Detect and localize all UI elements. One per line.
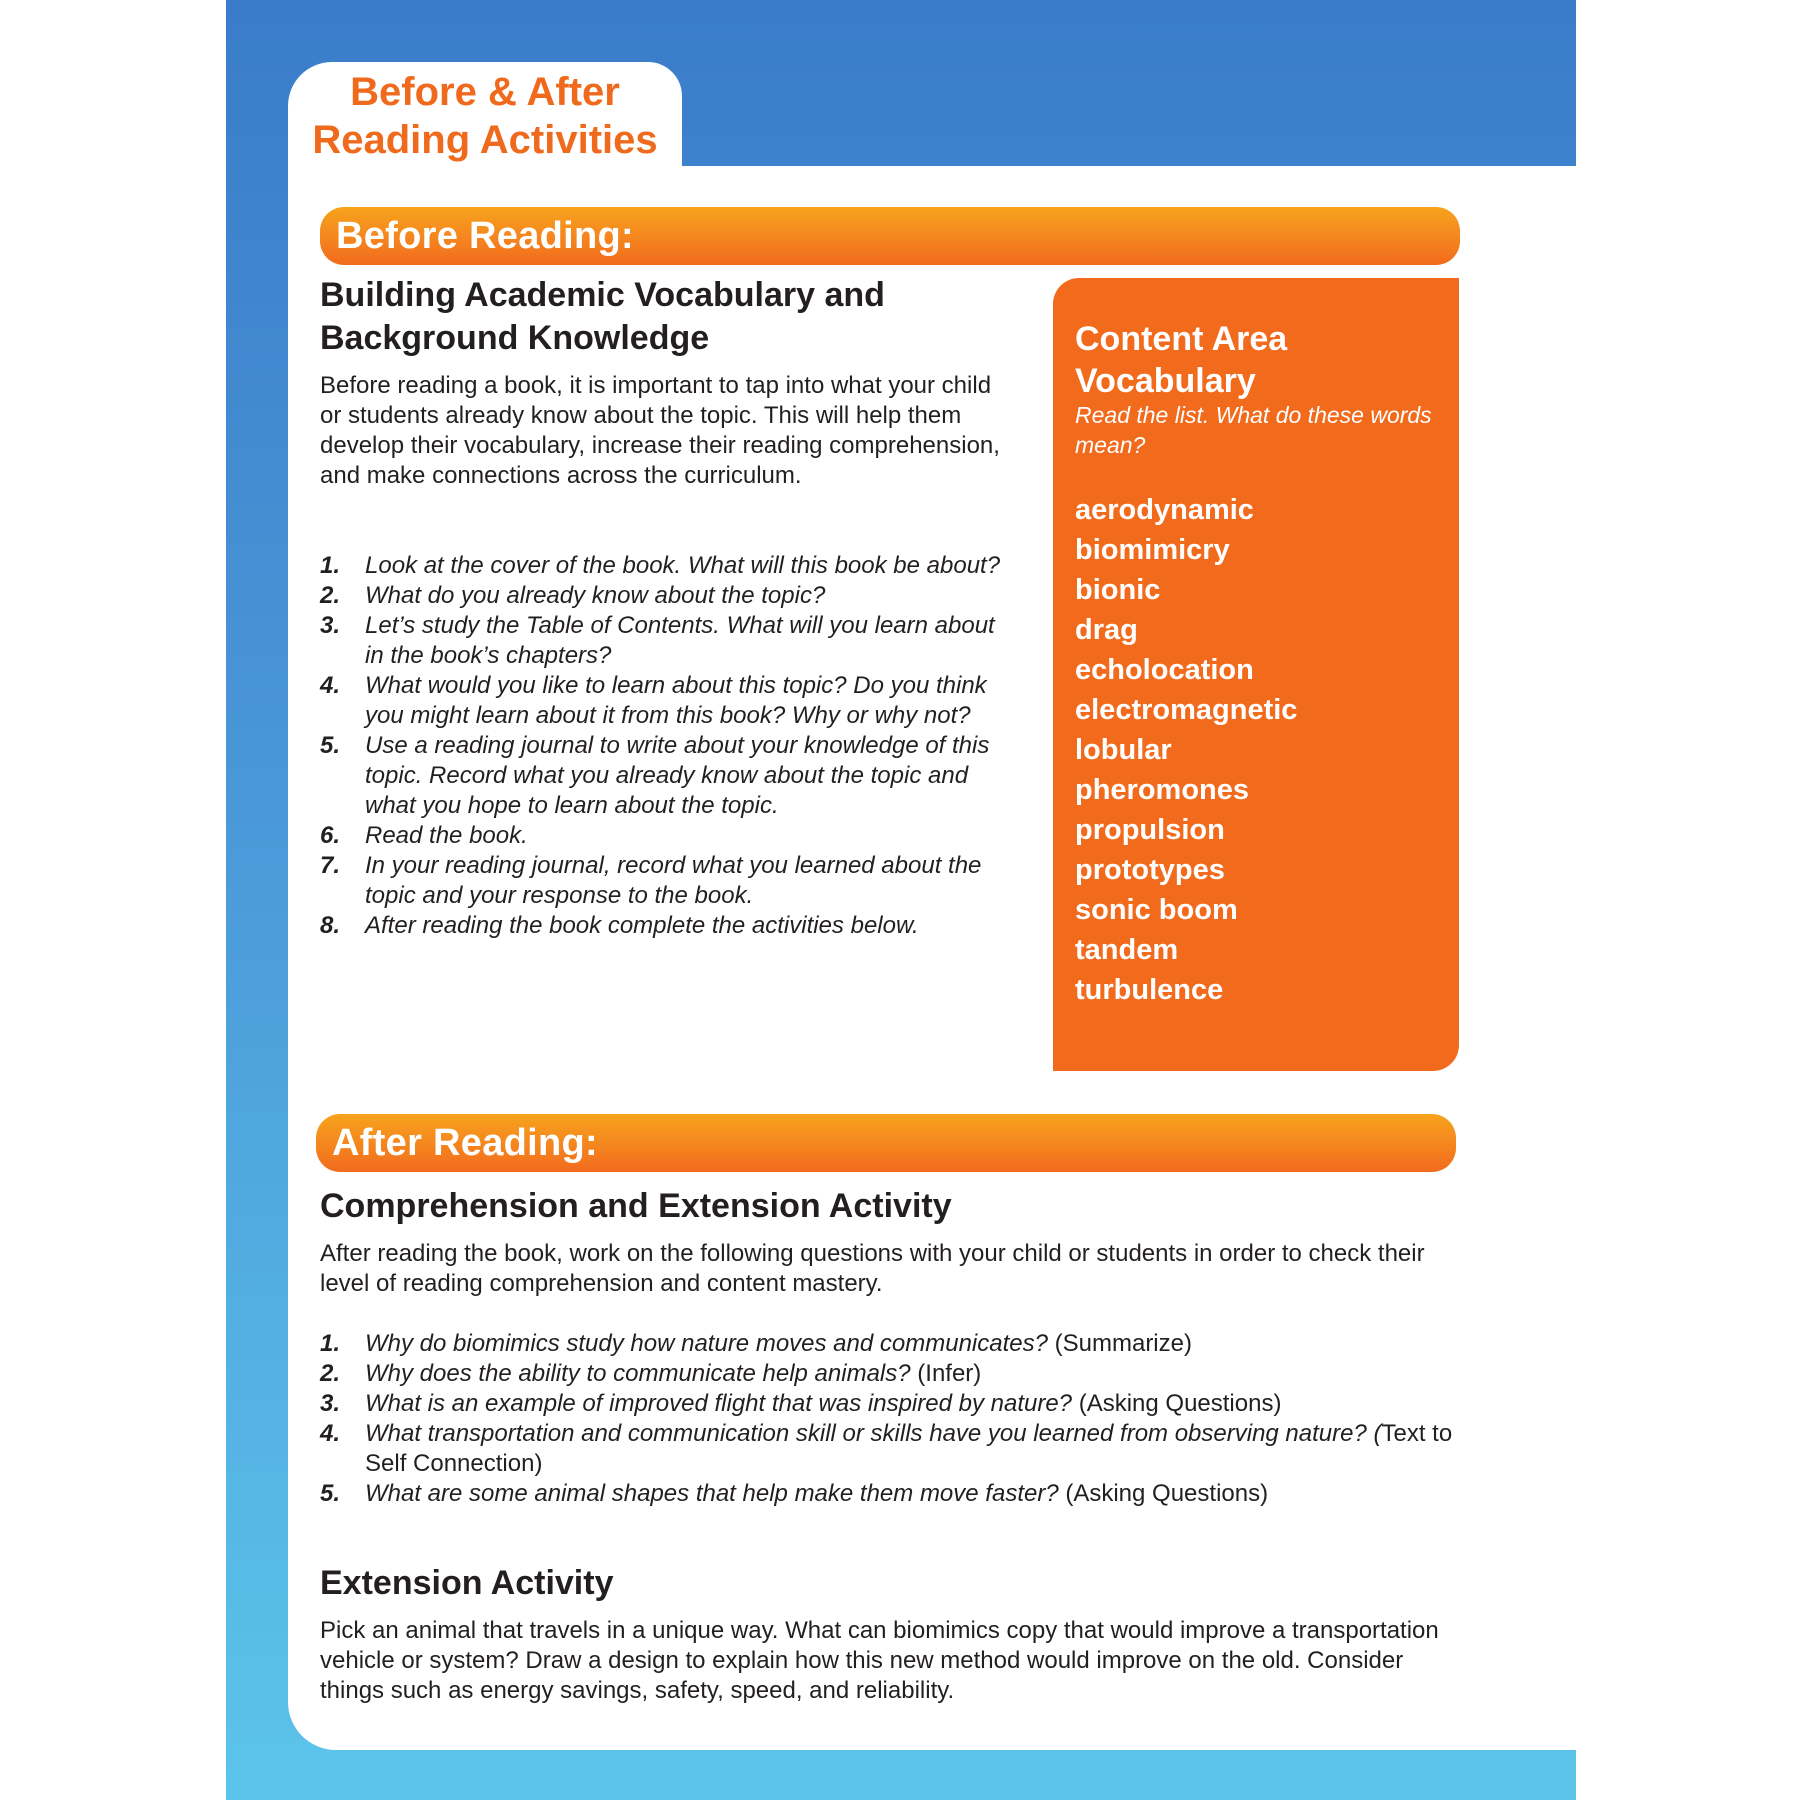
question-skill: (Infer) bbox=[910, 1360, 982, 1387]
before-step-item bbox=[320, 581, 1020, 611]
vocabulary-word: turbulence bbox=[1075, 974, 1224, 1006]
page-title-line-1: Before & After bbox=[350, 70, 620, 114]
before-step-item bbox=[320, 551, 1020, 581]
step-text: In your reading journal, record what you learned about the topic and your response to the book. bbox=[365, 852, 982, 909]
vocabulary-word: drag bbox=[1075, 614, 1138, 646]
question-number: 2. bbox=[320, 1360, 341, 1387]
step-number: 1. bbox=[320, 552, 341, 579]
vocabulary-word-list bbox=[1075, 490, 1297, 1010]
vocabulary-title-line-2: Vocabulary bbox=[1075, 362, 1256, 400]
question-number: 4. bbox=[320, 1420, 341, 1447]
before-step-item bbox=[320, 851, 1020, 911]
before-intro: Before reading a book, it is important to tap into what your child or students already know about the topic. This will help them develop their vocabulary, increase their reading comprehension, and make connections across the curriculum. bbox=[320, 372, 1000, 489]
before-reading-label: Before Reading: bbox=[336, 215, 634, 257]
step-text: After reading the book complete the activities below. bbox=[365, 912, 919, 939]
extension-text: Pick an animal that travels in a unique way. What can biomimics copy that would improve a transportation vehicle or system? Draw a design to explain how this new method would improve on the old. Consider things such as energy savings, safety, speed, and reliability. bbox=[320, 1617, 1439, 1704]
question-text: What are some animal shapes that help make them move faster? bbox=[365, 1480, 1059, 1507]
extension-heading: Extension Activity bbox=[320, 1564, 614, 1602]
after-question-item bbox=[320, 1389, 1460, 1419]
question-text: Why does the ability to communicate help animals? bbox=[365, 1360, 911, 1387]
before-steps-list bbox=[320, 551, 1020, 941]
step-text: What do you already know about the topic? bbox=[365, 582, 826, 609]
question-skill: (Summarize) bbox=[1047, 1330, 1192, 1357]
step-number: 7. bbox=[320, 852, 341, 879]
step-number: 4. bbox=[320, 672, 341, 699]
question-skill: Text to Self Connection) bbox=[365, 1420, 1453, 1477]
after-question-item bbox=[320, 1329, 1460, 1359]
after-heading: Comprehension and Extension Activity bbox=[320, 1187, 952, 1225]
vocabulary-word: bionic bbox=[1075, 574, 1161, 606]
after-question-item bbox=[320, 1419, 1460, 1479]
page-background bbox=[226, 0, 1576, 1800]
step-text: Read the book. bbox=[365, 822, 528, 849]
step-text: Let’s study the Table of Contents. What will you learn about in the book’s chapters? bbox=[365, 612, 995, 669]
question-skill: (Asking Questions) bbox=[1058, 1480, 1269, 1507]
vocabulary-box bbox=[1053, 278, 1459, 1071]
question-text: Why do biomimics study how nature moves and communicates? bbox=[365, 1330, 1048, 1357]
before-step-item bbox=[320, 821, 1020, 851]
vocabulary-word: propulsion bbox=[1075, 814, 1225, 846]
page-title-line-2: Reading Activities bbox=[312, 118, 658, 162]
before-step-item bbox=[320, 911, 1020, 941]
after-question-item bbox=[320, 1359, 1460, 1389]
question-text: What is an example of improved flight that was inspired by nature? bbox=[365, 1390, 1073, 1417]
vocabulary-word: prototypes bbox=[1075, 854, 1225, 886]
before-step-item bbox=[320, 671, 1020, 731]
vocabulary-title-line-1: Content Area bbox=[1075, 320, 1288, 358]
after-reading-label: After Reading: bbox=[332, 1122, 598, 1164]
vocabulary-word: lobular bbox=[1075, 734, 1172, 766]
step-number: 8. bbox=[320, 912, 341, 939]
question-number: 3. bbox=[320, 1390, 341, 1417]
before-step-item bbox=[320, 731, 1020, 821]
step-number: 5. bbox=[320, 732, 341, 759]
before-step-item bbox=[320, 611, 1020, 671]
before-heading-line-2: Background Knowledge bbox=[320, 319, 710, 357]
vocabulary-title bbox=[1075, 318, 1287, 402]
after-questions-list bbox=[320, 1329, 1460, 1509]
after-intro: After reading the book, work on the following questions with your child or students in order to check their level of reading comprehension and content mastery. bbox=[320, 1240, 1425, 1297]
before-heading-line-1: Building Academic Vocabulary and bbox=[320, 276, 885, 314]
question-text: What transportation and communication skill or skills have you learned from observing nature? ( bbox=[365, 1420, 1382, 1447]
after-reading-banner bbox=[316, 1114, 1456, 1172]
before-heading bbox=[320, 274, 1040, 360]
step-number: 6. bbox=[320, 822, 341, 849]
step-number: 2. bbox=[320, 582, 341, 609]
vocabulary-subtitle: Read the list. What do these words mean? bbox=[1075, 402, 1432, 458]
vocabulary-word: echolocation bbox=[1075, 654, 1254, 686]
after-question-item bbox=[320, 1479, 1460, 1509]
vocabulary-word: sonic boom bbox=[1075, 894, 1238, 926]
vocabulary-word: tandem bbox=[1075, 934, 1179, 966]
step-text: Use a reading journal to write about your knowledge of this topic. Record what you already know about the topic and what you hope to learn about the topic. bbox=[365, 732, 990, 819]
question-number: 1. bbox=[320, 1330, 341, 1357]
vocabulary-word: electromagnetic bbox=[1075, 694, 1298, 726]
question-number: 5. bbox=[320, 1480, 341, 1507]
question-skill: (Asking Questions) bbox=[1072, 1390, 1282, 1417]
vocabulary-word: pheromones bbox=[1075, 774, 1250, 806]
vocabulary-word: aerodynamic bbox=[1075, 494, 1254, 526]
step-text: What would you like to learn about this topic? Do you think you might learn about it from this book? Why or why not? bbox=[365, 672, 987, 729]
vocabulary-word: biomimicry bbox=[1075, 534, 1230, 566]
step-text: Look at the cover of the book. What will this book be about? bbox=[365, 552, 1001, 579]
before-reading-banner bbox=[320, 207, 1460, 265]
page-title bbox=[288, 68, 682, 164]
step-number: 3. bbox=[320, 612, 341, 639]
